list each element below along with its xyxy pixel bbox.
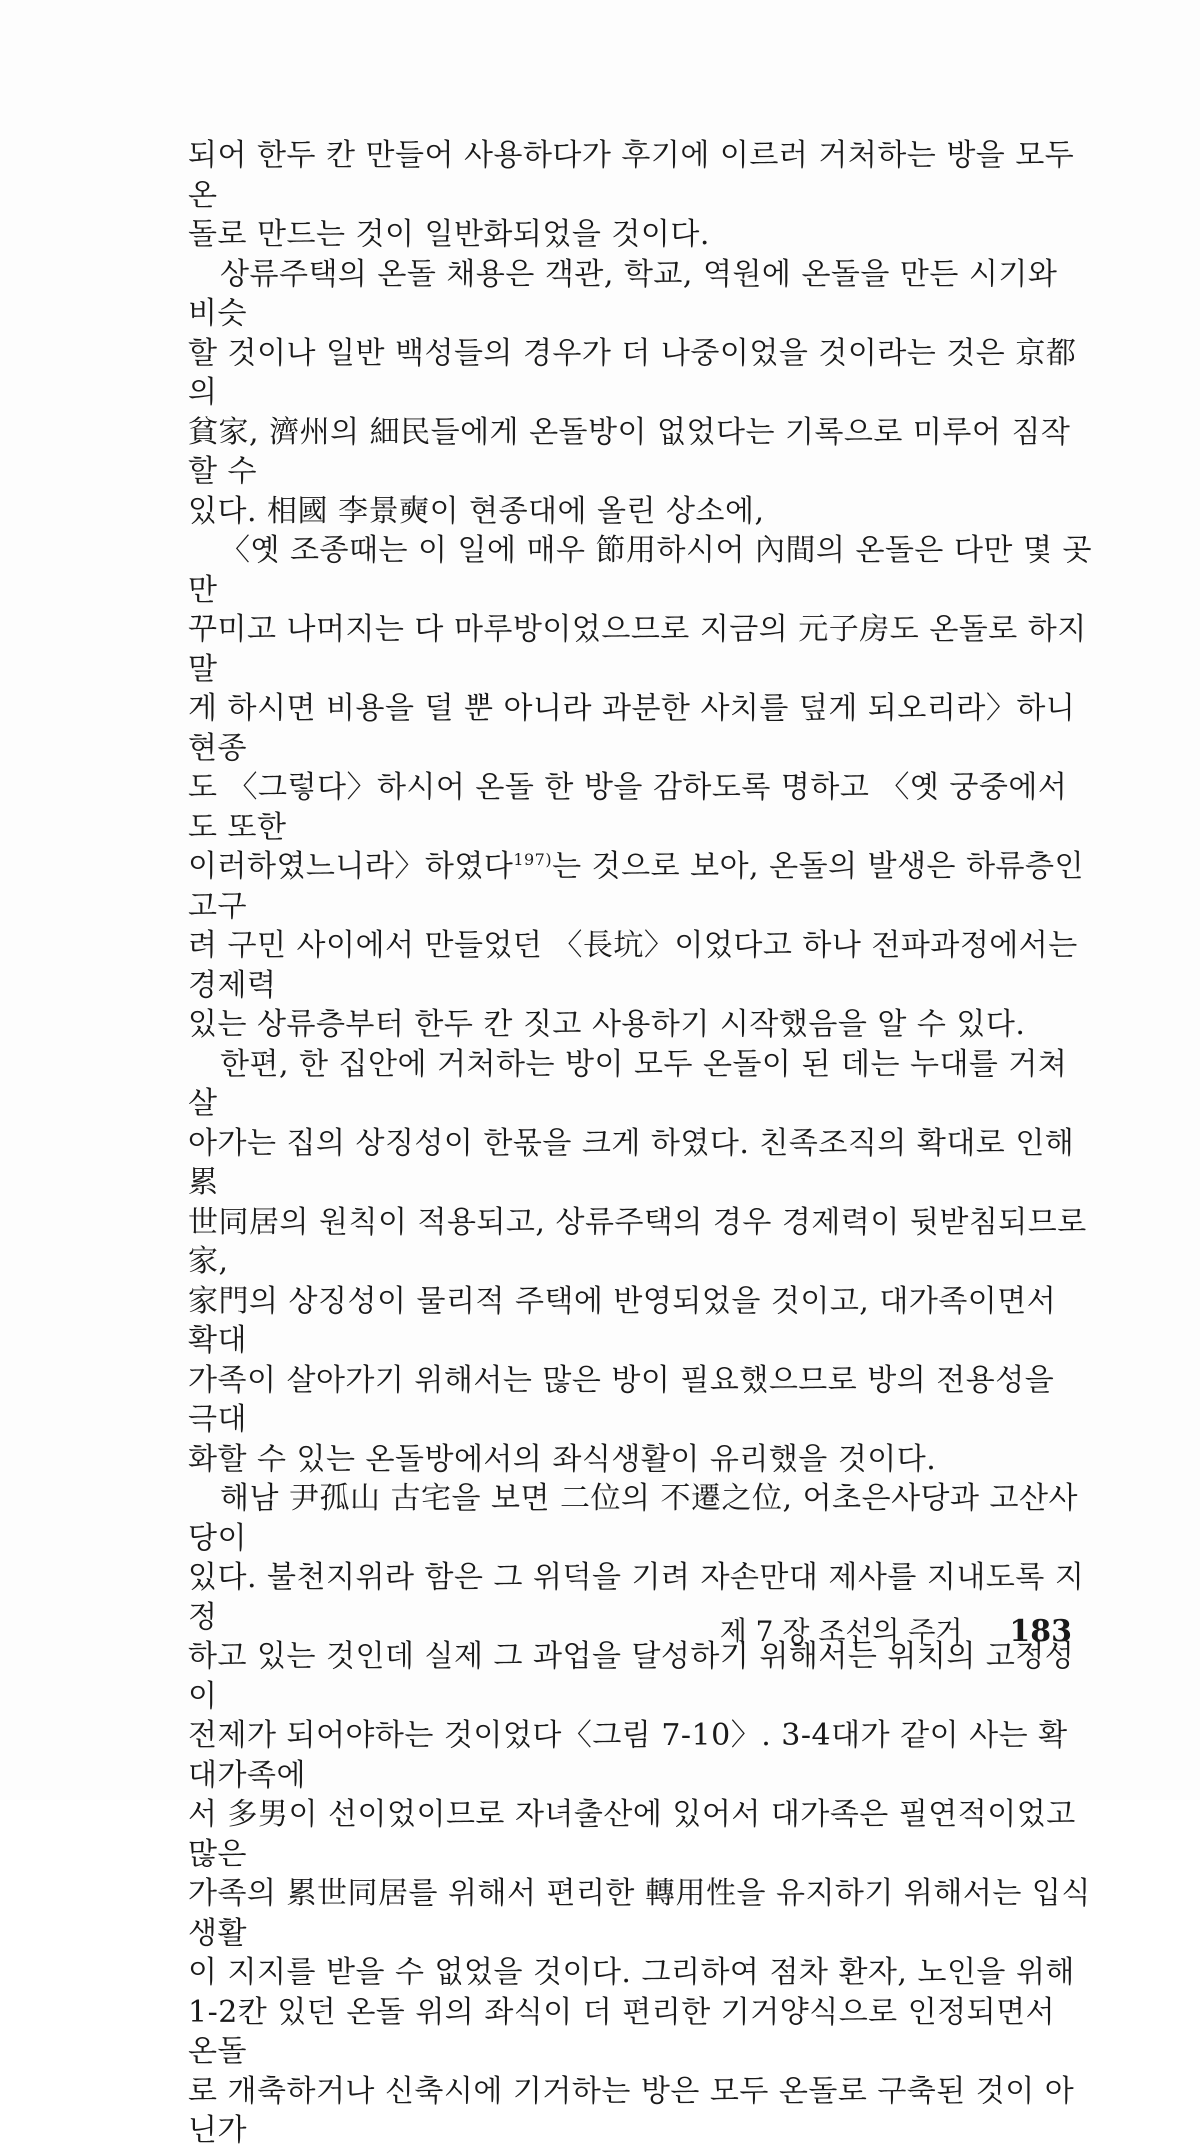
paragraph-3-quote: 〈옛 조종때는 이 일에 매우 節用하시어 內間의 온돌은 다만 몇 곳만 꾸미고 나머지는 다 마루방이었으므로 지금의 元子房도 온돌로 하지 말 게 하시면 비용을 덜 뿐 아니라 과분한 사치를 덮게 되오리라〉하니 현종 도 〈그렇다〉하시어 온돌 한 방을 감하도록 명하고 〈옛 궁중에서도 또한 이러하였느니라〉하였다 [188, 533, 1092, 884]
paragraph-5: 해남 尹孤山 古宅을 보면 二位의 不遷之位, 어초은사당과 고산사당이 있다. 불천지위라 함은 그 위덕을 기려 자손만대 제사를 지내도록 지정 하고 있는 것인데 실제 그 과업을 달성하기 위해서는 위치의 고정성이 전제가 되어야하는 것이었다〈그림 7-10〉. 3-4대가 같이 사는 확대가족에 서 多男이 선이었이므로 자녀출산에 있어서 대가족은 필연적이었고 많은 가족의 累世同居를 위해서 편리한 轉用性을 유지하기 위해서는 입식생활 이 지지를 받을 수 없었을 것이다. 그리하여 점차 환자, 노인을 위해 1-2칸 있던 온돌 위의 좌식이 더 편리한 기거양식으로 인정되면서 온돌 로 개축하거나 신축시에 기거하는 방은 모두 온돌로 구축된 것이 아닌가 [188, 1481, 1091, 2148]
paragraph-3-continuation: 는 것으로 보아, 온돌의 발생은 하류층인 고구 려 구민 사이에서 만들었던 〈長坑〉이었다고 하나 전파과정에서는 경제력 있는 상류층부터 한두 칸 짓고 사용하기 시작했음을 알 수 있다. [188, 849, 1084, 1042]
body-text [188, 136, 1093, 2151]
paragraph-2: 상류주택의 온돌 채용은 객관, 학교, 역원에 온돌을 만든 시기와 비슷 할 것이나 일반 백성들의 경우가 더 나중이었을 것이라는 것은 京都의 貧家, 濟州의 細民들에게 온돌방이 없었다는 기록으로 미루어 짐작할 수 있다. 相國 李景奭이 현종대에 올린 상소에, [188, 256, 1077, 529]
paragraph-1: 되어 한두 칸 만들어 사용하다가 후기에 이르러 거처하는 방을 모두 온 돌로 만드는 것이 일반화되었을 것이다. [188, 138, 1075, 252]
paragraph-4: 한편, 한 집안에 거처하는 방이 모두 온돌이 된 데는 누대를 거쳐 살 아가는 집의 상징성이 한몫을 크게 하였다. 친족조직의 확대로 인해 累 世同居의 원칙이 적용되고, 상류주택의 경우 경제력이 뒷받침되므로 家, 家門의 상징성이 물리적 주택에 반영되었을 것이고, 대가족이면서 확대 가족이 살아가기 위해서는 많은 방이 필요했으므로 방의 전용성을 극대 화할 수 있는 온돌방에서의 좌식생활이 유리했을 것이다. [188, 1046, 1087, 1477]
page-footer [720, 1610, 1072, 1650]
footnote-marker: 197) [513, 850, 553, 869]
paragraph-3 [188, 531, 1093, 1045]
chapter-title: 제 7 장 조선의 주거 [719, 1615, 963, 1648]
page-number: 183 [1009, 1614, 1072, 1649]
